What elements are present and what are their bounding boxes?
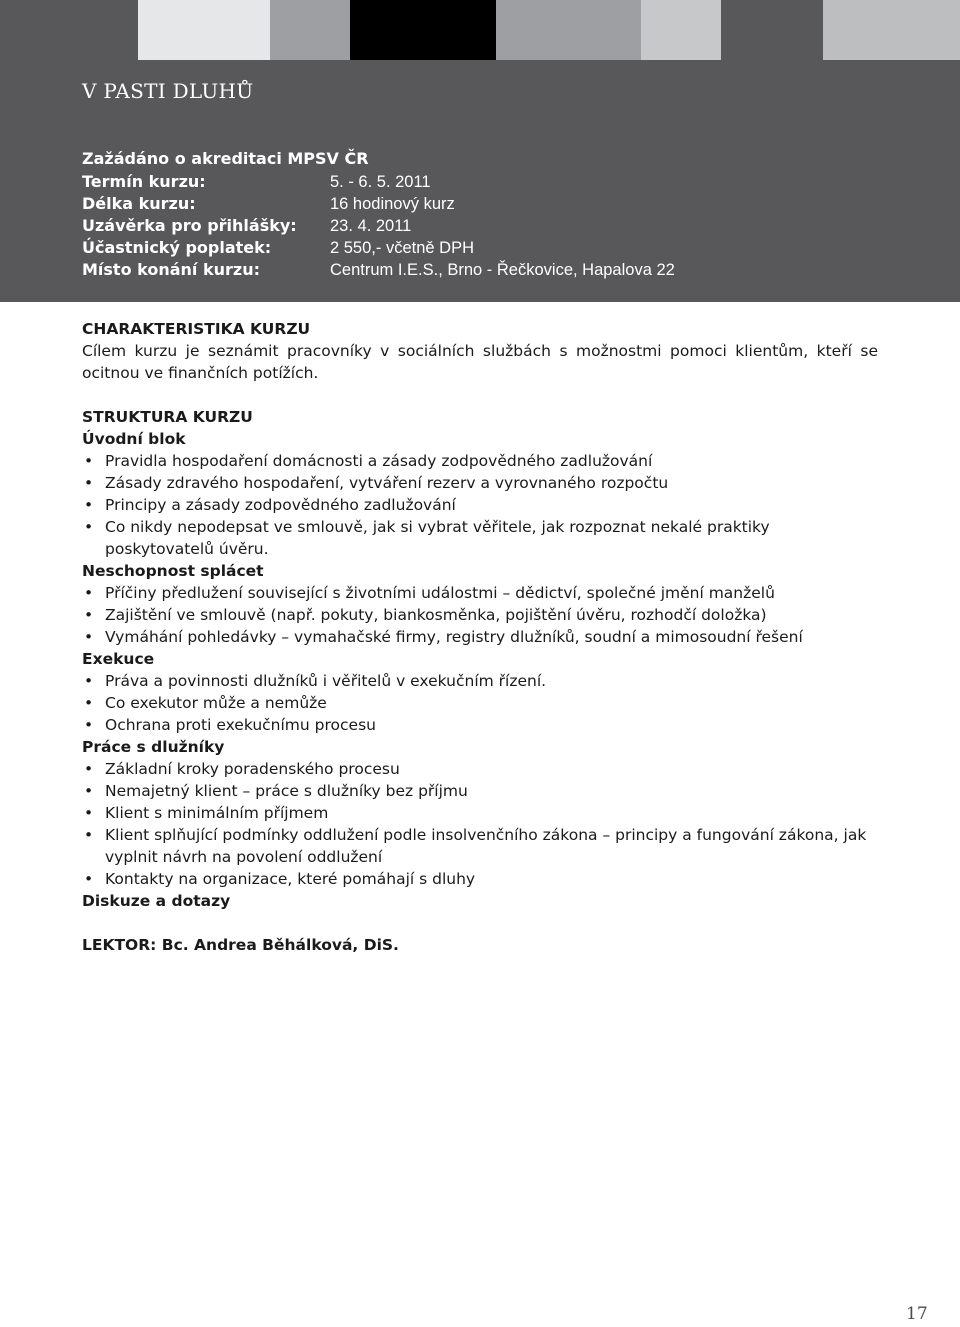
strip-block	[823, 0, 960, 60]
list-item: • Kontakty na organizace, které pomáhají s dluhy	[82, 868, 878, 890]
list-item: • Základní kroky poradenského procesu	[82, 758, 878, 780]
strip-block	[270, 0, 350, 60]
bullet-list	[82, 582, 878, 648]
block-title: Práce s dlužníky	[82, 738, 225, 756]
info-label: Termín kurzu:	[82, 172, 206, 191]
info-value: 23. 4. 2011	[330, 217, 412, 235]
info-value: Centrum I.E.S., Brno - Řečkovice, Hapalova 22	[330, 261, 675, 279]
decorative-color-strip	[0, 0, 960, 60]
list-item: • Co exekutor může a nemůže	[82, 692, 878, 714]
list-item: • Klient s minimálním příjmem	[82, 802, 878, 824]
list-item: • Principy a zásady zodpovědného zadlužování	[82, 494, 878, 516]
block-title: Exekuce	[82, 650, 155, 668]
list-item: • Co nikdy nepodepsat ve smlouvě, jak si vybrat věřitele, jak rozpoznat nekalé praktiky poskytovatelů úvěru.	[82, 516, 878, 560]
list-item: • Zásady zdravého hospodaření, vytváření rezerv a vyrovnaného rozpočtu	[82, 472, 878, 494]
structure-heading: STRUKTURA KURZU	[82, 408, 253, 426]
strip-block	[350, 0, 496, 60]
info-row-length	[82, 193, 675, 215]
info-value: 5. - 6. 5. 2011	[330, 173, 431, 191]
strip-block	[0, 0, 138, 60]
info-row-venue	[82, 259, 675, 281]
closing-title: Diskuze a dotazy	[82, 892, 231, 910]
list-item: • Zajištění ve smlouvě (např. pokuty, biankosměnka, pojištění úvěru, rozhodčí doložka)	[82, 604, 878, 626]
bullet-list	[82, 450, 878, 560]
strip-block	[641, 0, 721, 60]
list-item: • Nemajetný klient – práce s dlužníky bez příjmu	[82, 780, 878, 802]
info-label: Místo konání kurzu:	[82, 260, 260, 279]
list-item: • Klient splňující podmínky oddlužení podle insolvenčního zákona – principy a fungování zákona, jak vyplnit návrh na povolení oddlužení	[82, 824, 878, 868]
course-title: V PASTI DLUHŮ	[82, 79, 254, 103]
info-label: Účastnický poplatek:	[82, 238, 272, 257]
block-title: Úvodní blok	[82, 430, 186, 448]
characteristics-heading: CHARAKTERISTIKA KURZU	[82, 320, 311, 338]
info-label: Uzávěrka pro přihlášky:	[82, 216, 297, 235]
spacer	[82, 384, 878, 406]
list-item: • Pravidla hospodaření domácnosti a zásady zodpovědného zadlužování	[82, 450, 878, 472]
strip-block	[496, 0, 641, 60]
block-title: Neschopnost splácet	[82, 562, 264, 580]
characteristics-text: Cílem kurzu je seznámit pracovníky v sociálních službách s možnostmi pomoci klientům, kteří se ocitnou ve finančních potížích.	[82, 342, 878, 382]
info-row-fee	[82, 237, 675, 259]
course-info-table	[82, 171, 675, 281]
lecturer: LEKTOR: Bc. Andrea Běhálková, DiS.	[82, 936, 399, 954]
course-content	[82, 318, 878, 956]
list-item: • Práva a povinnosti dlužníků i věřitelů v exekučním řízení.	[82, 670, 878, 692]
info-value: 16 hodinový kurz	[330, 195, 455, 213]
info-value: 2 550,- včetně DPH	[330, 239, 474, 257]
course-header	[0, 60, 960, 302]
info-label: Délka kurzu:	[82, 194, 196, 213]
strip-block	[138, 0, 270, 60]
accreditation-note: Zažádáno o akreditaci MPSV ČR	[82, 149, 369, 168]
list-item: • Vymáhání pohledávky – vymahačské firmy, registry dlužníků, soudní a mimosoudní řešení	[82, 626, 878, 648]
bullet-list	[82, 758, 878, 890]
bullet-list	[82, 670, 878, 736]
page-number: 17	[906, 1304, 928, 1324]
list-item: • Ochrana proti exekučnímu procesu	[82, 714, 878, 736]
info-row-date	[82, 171, 675, 193]
info-row-deadline	[82, 215, 675, 237]
strip-block	[721, 0, 823, 60]
list-item: • Příčiny předlužení související s životními událostmi – dědictví, společné jmění manželů	[82, 582, 878, 604]
